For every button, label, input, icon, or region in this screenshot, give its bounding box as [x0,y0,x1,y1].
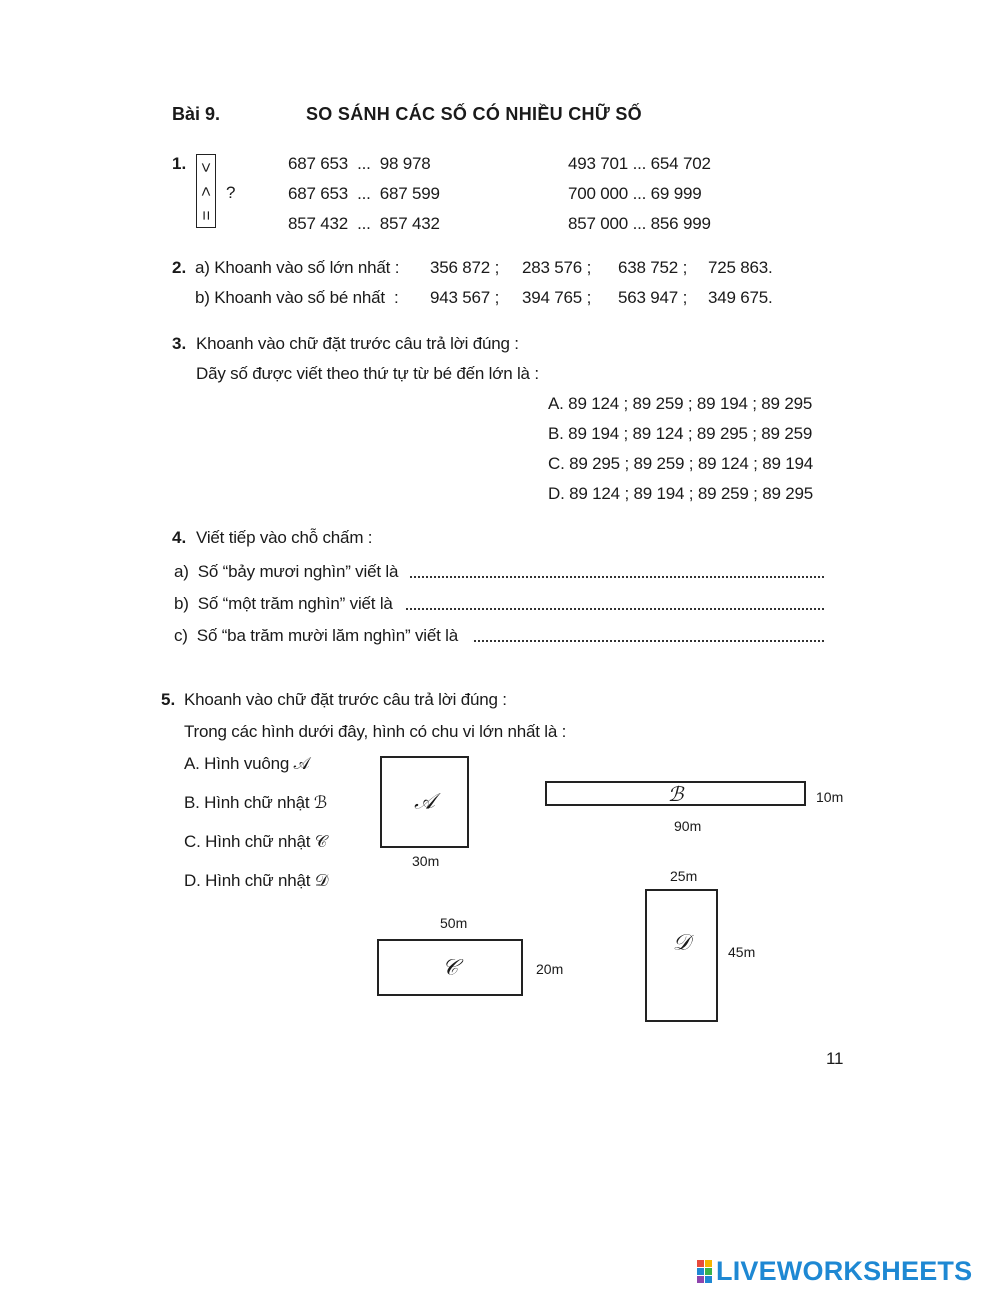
ex1-right-row: 700 000 ... 69 999 [568,184,702,203]
ex2-a-value[interactable]: 638 752 ; [618,258,688,277]
page-title: SO SÁNH CÁC SỐ CÓ NHIỀU CHỮ SỐ [306,104,642,124]
ex2-number: 2. [172,258,187,277]
ex5-option-a[interactable]: A. Hình vuông 𝒜 [184,754,310,773]
rectangle-c-width-label: 20m [536,961,564,977]
shape-d-letter: 𝒟 [672,930,691,956]
ex1-right-row: 857 000 ... 856 999 [568,214,711,233]
ex3-number: 3. [172,334,187,353]
ex4-item-b: b) Số “một trăm nghìn” viết là [174,594,393,613]
square-a-side-label: 30m [412,853,440,869]
ex4-answer-line-c[interactable] [474,640,824,642]
greater-than-sign: > [196,162,216,172]
ex3-instruction: Khoanh vào chữ đặt trước câu trả lời đúng : [196,334,519,353]
ex4-instruction: Viết tiếp vào chỗ chấm : [196,528,373,547]
rectangle-b [545,781,806,806]
shape-a-letter: 𝒜 [414,789,435,815]
equals-sign: = [196,210,216,220]
ex5-option-d[interactable]: D. Hình chữ nhật 𝒟 [184,871,329,890]
ex1-left-row: 857 432 ... 857 432 [288,214,440,233]
ex2-b-value[interactable]: 349 675. [708,288,773,307]
ex5-question: Trong các hình dưới đây, hình có chu vi lớn nhất là : [184,722,567,741]
ex1-right-row: 493 701 ... 654 702 [568,154,711,173]
ex2-b-label: b) Khoanh vào số bé nhất : [195,288,399,307]
ex2-a-value[interactable]: 356 872 ; [430,258,500,277]
ex5-option-b[interactable]: B. Hình chữ nhật ℬ [184,793,328,812]
ex3-option-a[interactable]: A. 89 124 ; 89 259 ; 89 194 ; 89 295 [548,394,813,413]
ex3-option-d[interactable]: D. 89 124 ; 89 194 ; 89 259 ; 89 295 [548,484,814,503]
logo-blocks-icon [697,1260,712,1283]
ex4-item-a: a) Số “bảy mươi nghìn” viết là [174,562,399,581]
ex5-option-c[interactable]: C. Hình chữ nhật 𝒞 [184,832,328,851]
square-a [380,756,469,848]
question-mark: ? [226,183,236,202]
rectangle-d-width-label: 25m [670,868,698,884]
ex4-answer-line-a[interactable] [410,576,824,578]
ex2-a-value[interactable]: 725 863. [708,258,773,277]
shape-c-letter: 𝒞 [441,955,459,980]
rectangle-b-width-label: 10m [816,789,844,805]
lesson-number: Bài 9. [172,104,221,124]
ex1-left-row: 687 653 ... 98 978 [288,154,431,173]
logo-text: LIVEWORKSHEETS [716,1255,973,1286]
ex2-a-value[interactable]: 283 576 ; [522,258,592,277]
ex2-b-value[interactable]: 563 947 ; [618,288,688,307]
ex5-instruction: Khoanh vào chữ đặt trước câu trả lời đúng : [184,690,507,709]
rectangle-d [645,889,718,1022]
ex3-option-b[interactable]: B. 89 194 ; 89 124 ; 89 295 ; 89 259 [548,424,813,443]
shape-b-letter: ℬ [667,781,684,806]
rectangle-c-length-label: 50m [440,915,468,931]
ex4-answer-line-b[interactable] [406,608,824,610]
less-than-sign: < [196,186,216,196]
liveworksheets-logo[interactable] [697,1255,972,1287]
rectangle-b-length-label: 90m [674,818,702,834]
ex1-left-row: 687 653 ... 687 599 [288,184,440,203]
page-number: 11 [826,1049,844,1068]
ex1-number: 1. [172,154,187,173]
rectangle-c [377,939,523,996]
ex2-b-value[interactable]: 943 567 ; [430,288,500,307]
ex3-option-c[interactable]: C. 89 295 ; 89 259 ; 89 124 ; 89 194 [548,454,814,473]
ex4-number: 4. [172,528,187,547]
ex4-item-c: c) Số “ba trăm mười lăm nghìn” viết là [174,626,458,645]
rectangle-d-length-label: 45m [728,944,756,960]
ex2-b-value[interactable]: 394 765 ; [522,288,592,307]
ex3-question: Dãy số được viết theo thứ tự từ bé đến lớn là : [196,364,539,383]
ex5-number: 5. [161,690,176,709]
comparison-sign-box [196,154,216,228]
ex2-a-label: a) Khoanh vào số lớn nhất : [195,258,400,277]
